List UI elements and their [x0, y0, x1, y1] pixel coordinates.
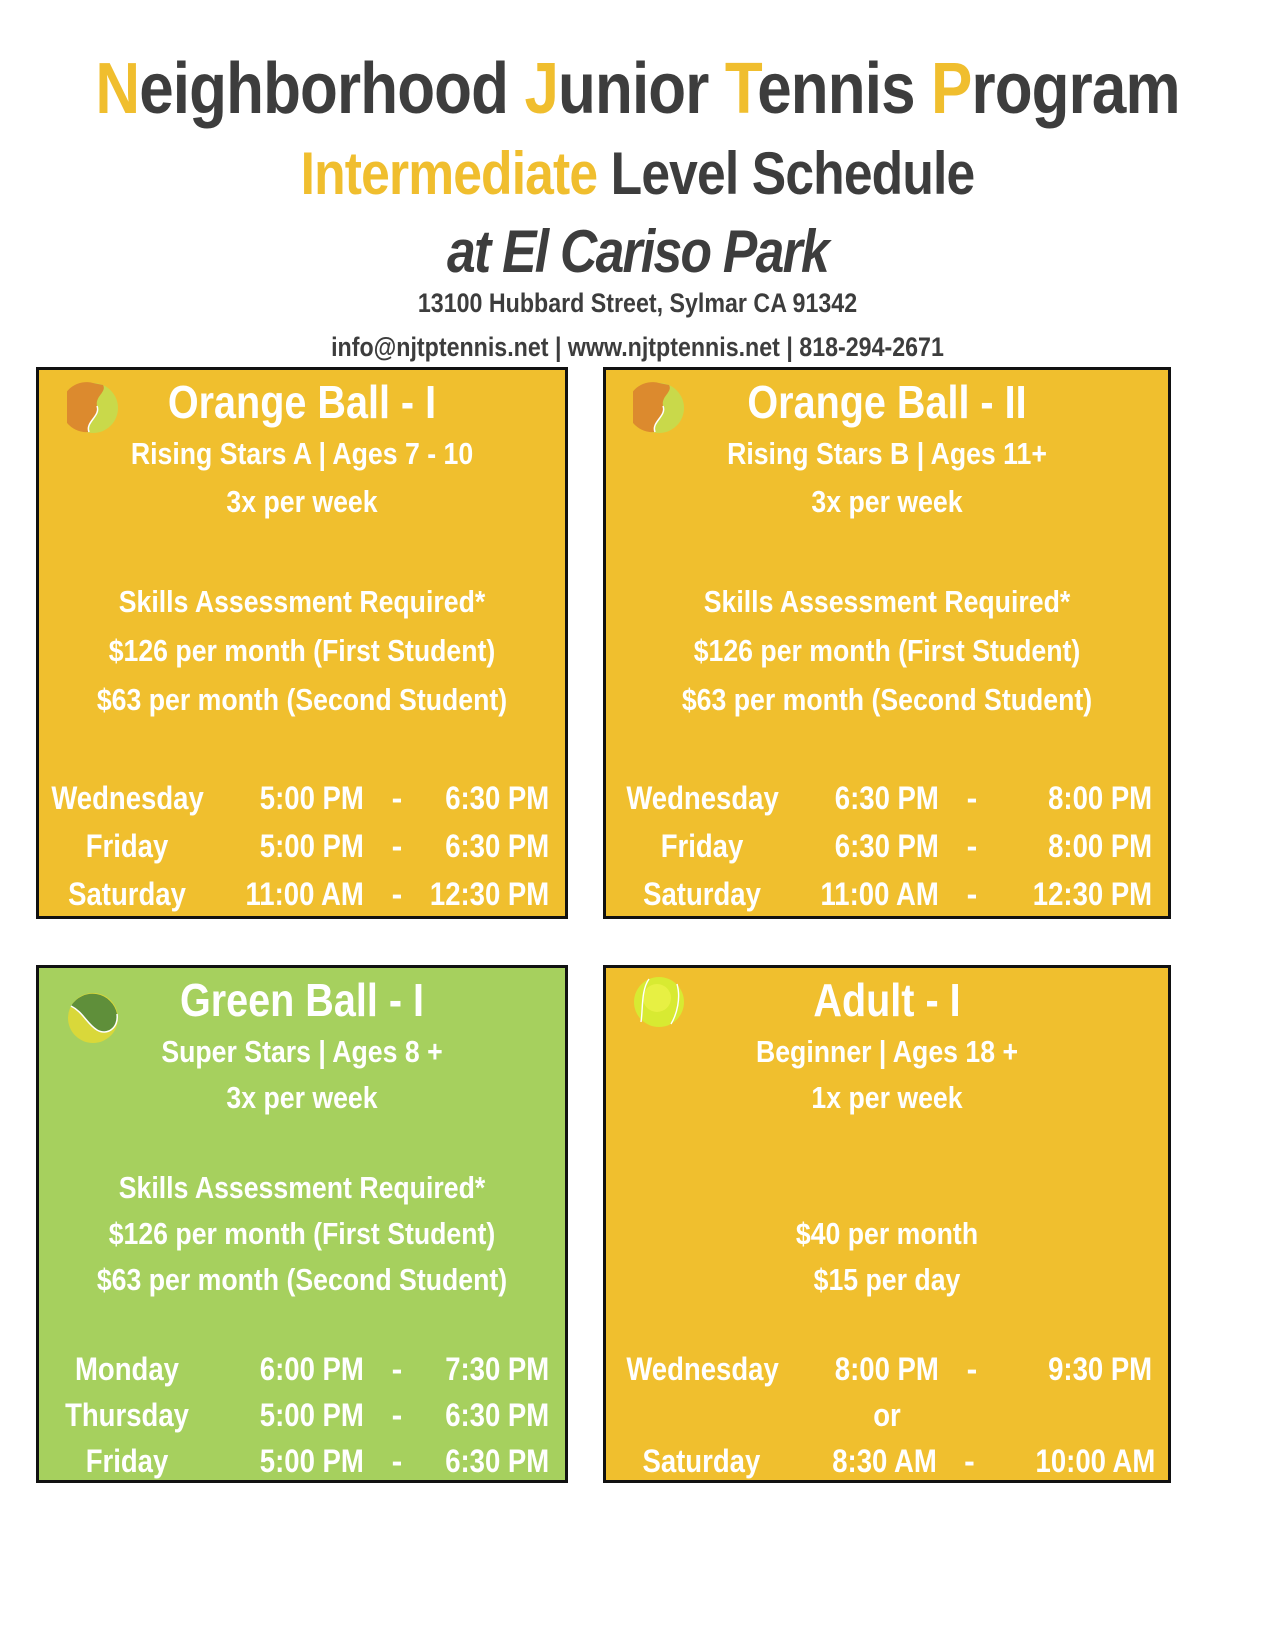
schedule-table — [614, 774, 1168, 918]
location-title: at El Cariso Park — [447, 218, 828, 285]
price-first-student: $126 per month (First Student) — [108, 1216, 496, 1251]
program-frequency: 3x per week — [226, 1080, 378, 1115]
schedule-row: Friday 5:00 PM - 6:30 PM — [85, 828, 550, 864]
title-initial-t: T — [724, 49, 758, 129]
schedule-row: Wednesday 8:00 PM - 9:30 PM — [626, 1351, 1153, 1387]
price-second-student: $63 per month (Second Student) — [96, 1262, 508, 1297]
price-monthly: $40 per month — [795, 1216, 979, 1251]
program-card-orange-ball-1 — [36, 367, 568, 919]
price-first-student: $126 per month (First Student) — [693, 633, 1081, 668]
program-title: Green Ball - I — [179, 974, 425, 1026]
title-initial-j: J — [524, 49, 559, 129]
schedule-row: Wednesday 6:30 PM - 8:00 PM — [626, 780, 1153, 816]
schedule-table — [39, 1346, 565, 1484]
program-frequency: 1x per week — [811, 1080, 963, 1115]
title-initial-p: P — [931, 49, 972, 129]
assessment-note: Skills Assessment Required* — [118, 1170, 486, 1205]
price-second-student: $63 per month (Second Student) — [681, 682, 1093, 717]
program-group: Beginner | Ages 18 + — [755, 1034, 1019, 1069]
program-card-adult-1 — [603, 965, 1171, 1483]
contact-info: info@njtptennis.net | www.njtptennis.net | 818-294-2671 — [331, 332, 944, 362]
program-title: Orange Ball - I — [167, 376, 437, 428]
title-initial-n: N — [95, 49, 140, 129]
program-title: Orange Ball - II — [747, 376, 1027, 428]
program-card-orange-ball-2 — [603, 367, 1171, 919]
program-group: Rising Stars B | Ages 11+ — [727, 436, 1047, 471]
assessment-note: Skills Assessment Required* — [118, 584, 486, 619]
program-title: Neighborhood Junior Tennis Program — [95, 49, 1180, 129]
schedule-row: Saturday 11:00 AM - 12:30 PM — [68, 876, 550, 912]
schedule-row: Thursday 5:00 PM - 6:30 PM — [65, 1397, 550, 1433]
address: 13100 Hubbard Street, Sylmar CA 91342 — [417, 288, 858, 318]
program-group: Rising Stars A | Ages 7 - 10 — [130, 436, 474, 471]
schedule-row: Wednesday 5:00 PM - 6:30 PM — [51, 780, 550, 816]
assessment-note: Skills Assessment Required* — [703, 584, 1071, 619]
schedule-row: Monday 6:00 PM - 7:30 PM — [75, 1351, 550, 1387]
price-daily: $15 per day — [813, 1262, 961, 1297]
price-second-student: $63 per month (Second Student) — [96, 682, 508, 717]
price-first-student: $126 per month (First Student) — [108, 633, 496, 668]
program-frequency: 3x per week — [811, 484, 963, 519]
schedule-row: Saturday 11:00 AM - 12:30 PM — [643, 876, 1153, 912]
schedule-row: Saturday 8:30 AM - 10:00 AM — [642, 1443, 1156, 1479]
schedule-table — [614, 1346, 1168, 1484]
schedule-table — [39, 774, 565, 918]
schedule-row: Friday 5:00 PM - 6:30 PM — [85, 1443, 550, 1479]
schedule-separator: or — [873, 1397, 901, 1433]
program-frequency: 3x per week — [226, 484, 378, 519]
program-group: Super Stars | Ages 8 + — [161, 1034, 443, 1069]
program-card-green-ball-1 — [36, 965, 568, 1483]
schedule-row: Friday 6:30 PM - 8:00 PM — [660, 828, 1153, 864]
schedule-subtitle: Intermediate Level Schedule — [300, 140, 975, 207]
program-title: Adult - I — [813, 974, 961, 1026]
level-name: Intermediate — [300, 140, 598, 207]
